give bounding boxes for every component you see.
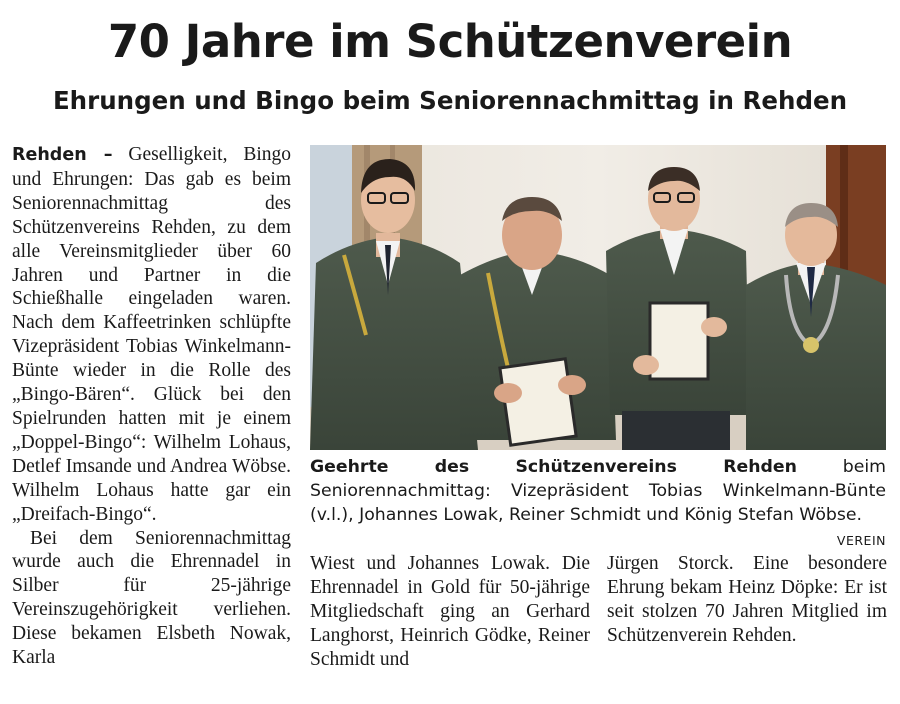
group-photo-image: [310, 145, 886, 450]
subheadline: Ehrungen und Bingo beim Seniorennachmittag in Rehden: [52, 86, 848, 115]
article-column-3: [607, 552, 887, 648]
photo-credit: VEREIN: [836, 533, 886, 548]
paragraph-3: Wiest und Johannes Lowak. Die Ehrennadel in Gold für 50-jährige Mitgliedschaft ging an Gerhard Langhorst, Heinrich Gödke, Reiner Schmidt und: [310, 553, 590, 670]
headline: 70 Jahre im Schützenverein: [107, 15, 793, 68]
caption-text: beim Seniorennachmittag: Vizepräsident Tobias Winkelmann-Bünte (v.l.), Johannes Lowak, Reiner Schmidt und König Stefan Wöbse.: [310, 457, 886, 525]
caption-lead: Geehrte des Schützenvereins Rehden: [310, 457, 797, 477]
paragraph-4: Jürgen Storck. Eine besondere Ehrung bekam Heinz Döpke: Er ist seit stolzen 70 Jahren Mitglied im Schützenverein Rehden.: [607, 553, 887, 646]
paragraph-2: Bei dem Seniorennachmittag wurde auch die Ehrennadel in Silber für 25-jährige Vereinszugehörigkeit verliehen. Diese bekamen Elsbeth Nowak, Karla: [12, 527, 291, 669]
paragraph-1-text: Geselligkeit, Bingo und Ehrungen: Das gab es beim Seniorennachmittag des Schützenvereins Rehden, zu dem alle Vereinsmitglieder über 60 Jahren und Partner in die Schießhalle eingeladen waren. Nach dem Kaffeetrinken schlüpfte Vizepräsident Tobias Winkelmann-Bünte wieder in die Rolle des „Bingo-Bären“. Glück bei den Spielrunden hatten mit je einem „Doppel-Bingo“: Wilhelm Lohaus, Detlef Imsande und Andrea Wöbse. Wilhelm Lohaus hatte gar ein „Dreifach-Bingo“.: [12, 144, 292, 525]
photo-caption: [310, 455, 886, 553]
paragraph-1: [12, 143, 291, 527]
article-column-1: [12, 143, 291, 670]
article-column-2: [310, 552, 590, 672]
dateline: Rehden –: [12, 145, 113, 165]
photo: [310, 145, 886, 450]
